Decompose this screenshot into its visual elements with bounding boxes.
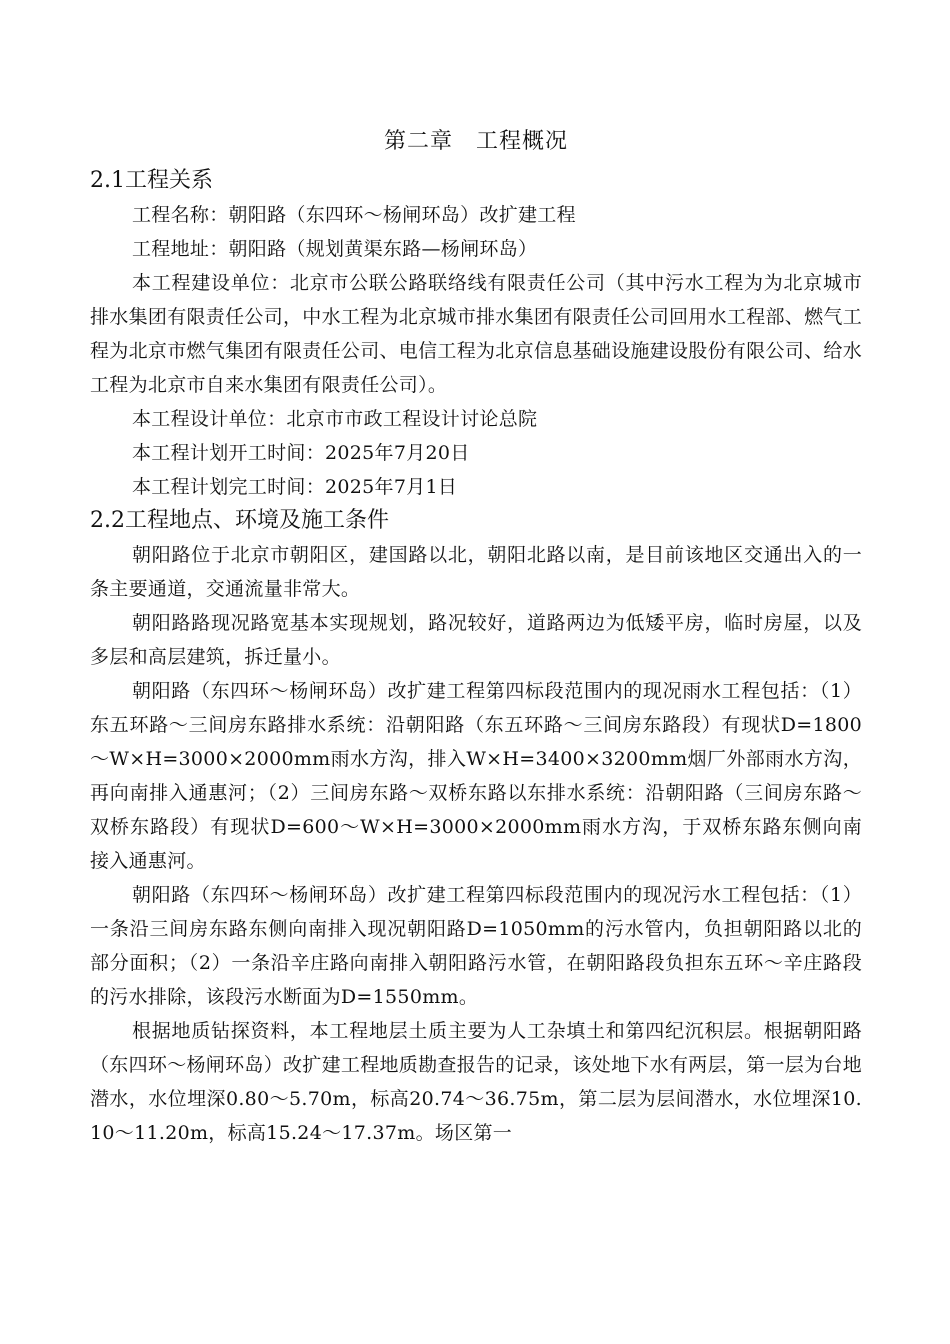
- project-address-paragraph: 工程地址：朝阳路（规划黄渠东路—杨闸环岛）: [132, 238, 538, 260]
- project-name-paragraph: 工程名称：朝阳路（东四环～杨闸环岛）改扩建工程: [132, 204, 576, 226]
- design-unit-paragraph: 本工程设计单位：北京市市政工程设计讨论总院: [132, 408, 538, 430]
- geology-paragraph: 根据地质钻探资料，本工程地层土质主要为人工杂填土和第四纪沉积层。根据朝阳路（东四环～杨闸环岛）改扩建工程地质勘查报告的记录，该处地下水有两层，第一层为台地潜水，水位埋深0.80～5.70m，标高20.74～36.75m，第二层为层间潜水，水位埋深10.10～11.20m，标高15.24～17.37m。场区第一: [90, 1020, 863, 1144]
- document-page: [90, 120, 862, 1150]
- location-paragraph: 朝阳路位于北京市朝阳区，建国路以北，朝阳北路以南，是目前该地区交通出入的一条主要通道，交通流量非常大。: [90, 544, 862, 600]
- section-heading-2-2: 2.2工程地点、环境及施工条件: [90, 508, 389, 533]
- sewage-paragraph: 朝阳路（东四环～杨闸环岛）改扩建工程第四标段范围内的现况污水工程包括：（1）一条沿三间房东路东侧向南排入现况朝阳路D=1050mm的污水管内，负担朝阳路以北的部分面积；（2）一条沿辛庄路向南排入朝阳路污水管，在朝阳路段负担东五环～辛庄路段的污水排除，该段污水断面为D=1550mm。: [90, 884, 862, 1008]
- chapter-title: 第二章 工程概况: [383, 129, 568, 154]
- road-condition-paragraph: 朝阳路路现况路宽基本实现规划，路况较好，道路两边为低矮平房，临时房屋，以及多层和高层建筑，拆迁量小。: [90, 612, 862, 668]
- construction-unit-paragraph: 本工程建设单位：北京市公联公路联络线有限责任公司（其中污水工程为为北京城市排水集团有限责任公司，中水工程为北京城市排水集团有限责任公司回用水工程部、燃气工程为北京市燃气集团有限责任公司、电信工程为北京信息基础设施建设股份有限公司、给水工程为北京市自来水集团有限责任公司）。: [90, 272, 863, 396]
- section-heading-2-1: 2.1工程关系: [90, 168, 213, 193]
- rainwater-paragraph: 朝阳路（东四环～杨闸环岛）改扩建工程第四标段范围内的现况雨水工程包括：（1）东五环路～三间房东路排水系统：沿朝阳路（东五环路～三间房东路段）有现状D=1800～W×H=3000×2000mm雨水方沟，排入W×H=3400×3200mm烟厂外部雨水方沟，再向南排入通惠河；（2）三间房东路～双桥东路以东排水系统：沿朝阳路（三间房东路～双桥东路段）有现状D=600～W×H=3000×2000mm雨水方沟，于双桥东路东侧向南接入通惠河。: [90, 680, 862, 872]
- start-date-paragraph: 本工程计划开工时间：2025年7月20日: [132, 442, 470, 464]
- end-date-paragraph: 本工程计划完工时间：2025年7月1日: [132, 476, 458, 498]
